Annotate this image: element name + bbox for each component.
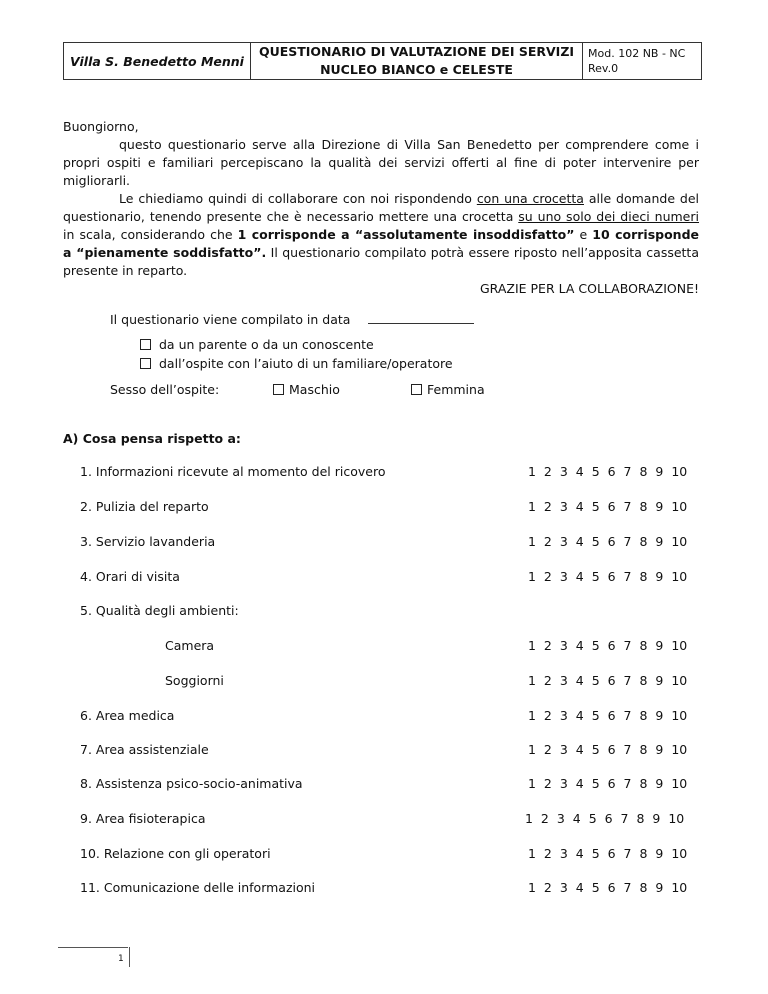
- rating-scale-8[interactable]: 1 2 3 4 5 6 7 8 9 10: [528, 776, 688, 791]
- rating-scale-3[interactable]: 1 2 3 4 5 6 7 8 9 10: [528, 534, 688, 549]
- page-number: 1: [118, 954, 124, 964]
- footer-rule: [58, 947, 128, 948]
- male-label: Maschio: [289, 382, 340, 397]
- p2-text-a: Le chiediamo quindi di collaborare con noi rispondendo: [119, 191, 477, 206]
- p2-bold-1: 1 corrisponde a “assolutamente insoddisfatto”: [237, 227, 575, 242]
- date-row: [110, 312, 474, 327]
- question-6: 6. Area medica: [80, 708, 175, 723]
- option-guest-label: dall’ospite con l’aiuto di un familiare/operatore: [159, 356, 453, 371]
- question-3: 3. Servizio lavanderia: [80, 534, 216, 549]
- option-male[interactable]: [273, 382, 340, 397]
- rating-scale-5a[interactable]: 1 2 3 4 5 6 7 8 9 10: [528, 638, 688, 653]
- footer-divider: [129, 947, 130, 967]
- option-relative-label: da un parente o da un conoscente: [159, 337, 374, 352]
- p2-bold-2: 10 corrisponde a “pienamente soddisfatto”.: [63, 227, 699, 260]
- checkbox-guest[interactable]: [140, 358, 151, 369]
- facility-name: Villa S. Benedetto Menni: [64, 43, 251, 80]
- checkbox-relative[interactable]: [140, 339, 151, 350]
- question-1: 1. Informazioni ricevute al momento del ricovero: [80, 464, 386, 479]
- female-label: Femmina: [427, 382, 485, 397]
- option-guest[interactable]: [140, 356, 453, 371]
- question-5b: Soggiorni: [165, 673, 224, 688]
- document-title: [251, 43, 583, 80]
- code-line-2: Rev.0: [588, 62, 619, 75]
- question-4: 4. Orari di visita: [80, 569, 180, 584]
- option-female[interactable]: [411, 382, 485, 397]
- p2-text-e: Il questionario compilato potrà essere riposto nell’apposita cassetta presente in reparto.: [63, 245, 699, 278]
- rating-scale-9[interactable]: 1 2 3 4 5 6 7 8 9 10: [525, 811, 685, 826]
- code-line-1: Mod. 102 NB - NC: [588, 47, 686, 60]
- intro-paragraph-1: questo questionario serve alla Direzione di Villa San Benedetto per comprendere come i propri ospiti e familiari percepiscano la qualità dei servizi offerti al fine di poter intervenire per migliorarli.: [63, 137, 699, 188]
- question-10: 10. Relazione con gli operatori: [80, 846, 271, 861]
- rating-scale-2[interactable]: 1 2 3 4 5 6 7 8 9 10: [528, 499, 688, 514]
- question-5a: Camera: [165, 638, 215, 653]
- title-line-2: NUCLEO BIANCO e CELESTE: [320, 62, 513, 77]
- intro-paragraph-2: [63, 190, 699, 280]
- rating-scale-4[interactable]: 1 2 3 4 5 6 7 8 9 10: [528, 569, 688, 584]
- p2-underline-2: su uno solo dei dieci numeri: [518, 209, 699, 224]
- option-relative[interactable]: [140, 337, 374, 352]
- rating-scale-1[interactable]: 1 2 3 4 5 6 7 8 9 10: [528, 464, 688, 479]
- rating-scale-5b[interactable]: 1 2 3 4 5 6 7 8 9 10: [528, 673, 688, 688]
- p2-text-b: alle domande del questionario, tenendo presente che è necessario mettere una crocetta: [63, 191, 700, 224]
- date-label: Il questionario viene compilato in data: [110, 312, 351, 327]
- checkbox-male[interactable]: [273, 384, 284, 395]
- question-2: 2. Pulizia del reparto: [80, 499, 209, 514]
- sex-label: Sesso dell’ospite:: [110, 382, 220, 397]
- checkbox-female[interactable]: [411, 384, 422, 395]
- question-8: 8. Assistenza psico-socio-animativa: [80, 776, 303, 791]
- question-7: 7. Area assistenziale: [80, 742, 209, 757]
- rating-scale-6[interactable]: 1 2 3 4 5 6 7 8 9 10: [528, 708, 688, 723]
- rating-scale-7[interactable]: 1 2 3 4 5 6 7 8 9 10: [528, 742, 688, 757]
- question-9: 9. Area fisioterapica: [80, 811, 206, 826]
- p2-underline-1: con una crocetta: [476, 191, 584, 206]
- rating-scale-10[interactable]: 1 2 3 4 5 6 7 8 9 10: [528, 846, 688, 861]
- section-a-title: A) Cosa pensa rispetto a:: [63, 431, 241, 446]
- greeting: Buongiorno,: [63, 119, 139, 134]
- question-11: 11. Comunicazione delle informazioni: [80, 880, 316, 895]
- document-code: [583, 43, 702, 80]
- p2-text-c: in scala, considerando che: [63, 227, 238, 242]
- thanks-text: GRAZIE PER LA COLLABORAZIONE!: [479, 281, 699, 296]
- title-line-1: QUESTIONARIO DI VALUTAZIONE DEI SERVIZI: [258, 44, 575, 59]
- p2-text-d: e: [574, 227, 593, 242]
- rating-scale-11[interactable]: 1 2 3 4 5 6 7 8 9 10: [528, 880, 688, 895]
- intro-text: [63, 118, 699, 298]
- question-5: 5. Qualità degli ambienti:: [80, 603, 239, 618]
- header-table: [63, 42, 702, 80]
- date-field[interactable]: [368, 323, 474, 324]
